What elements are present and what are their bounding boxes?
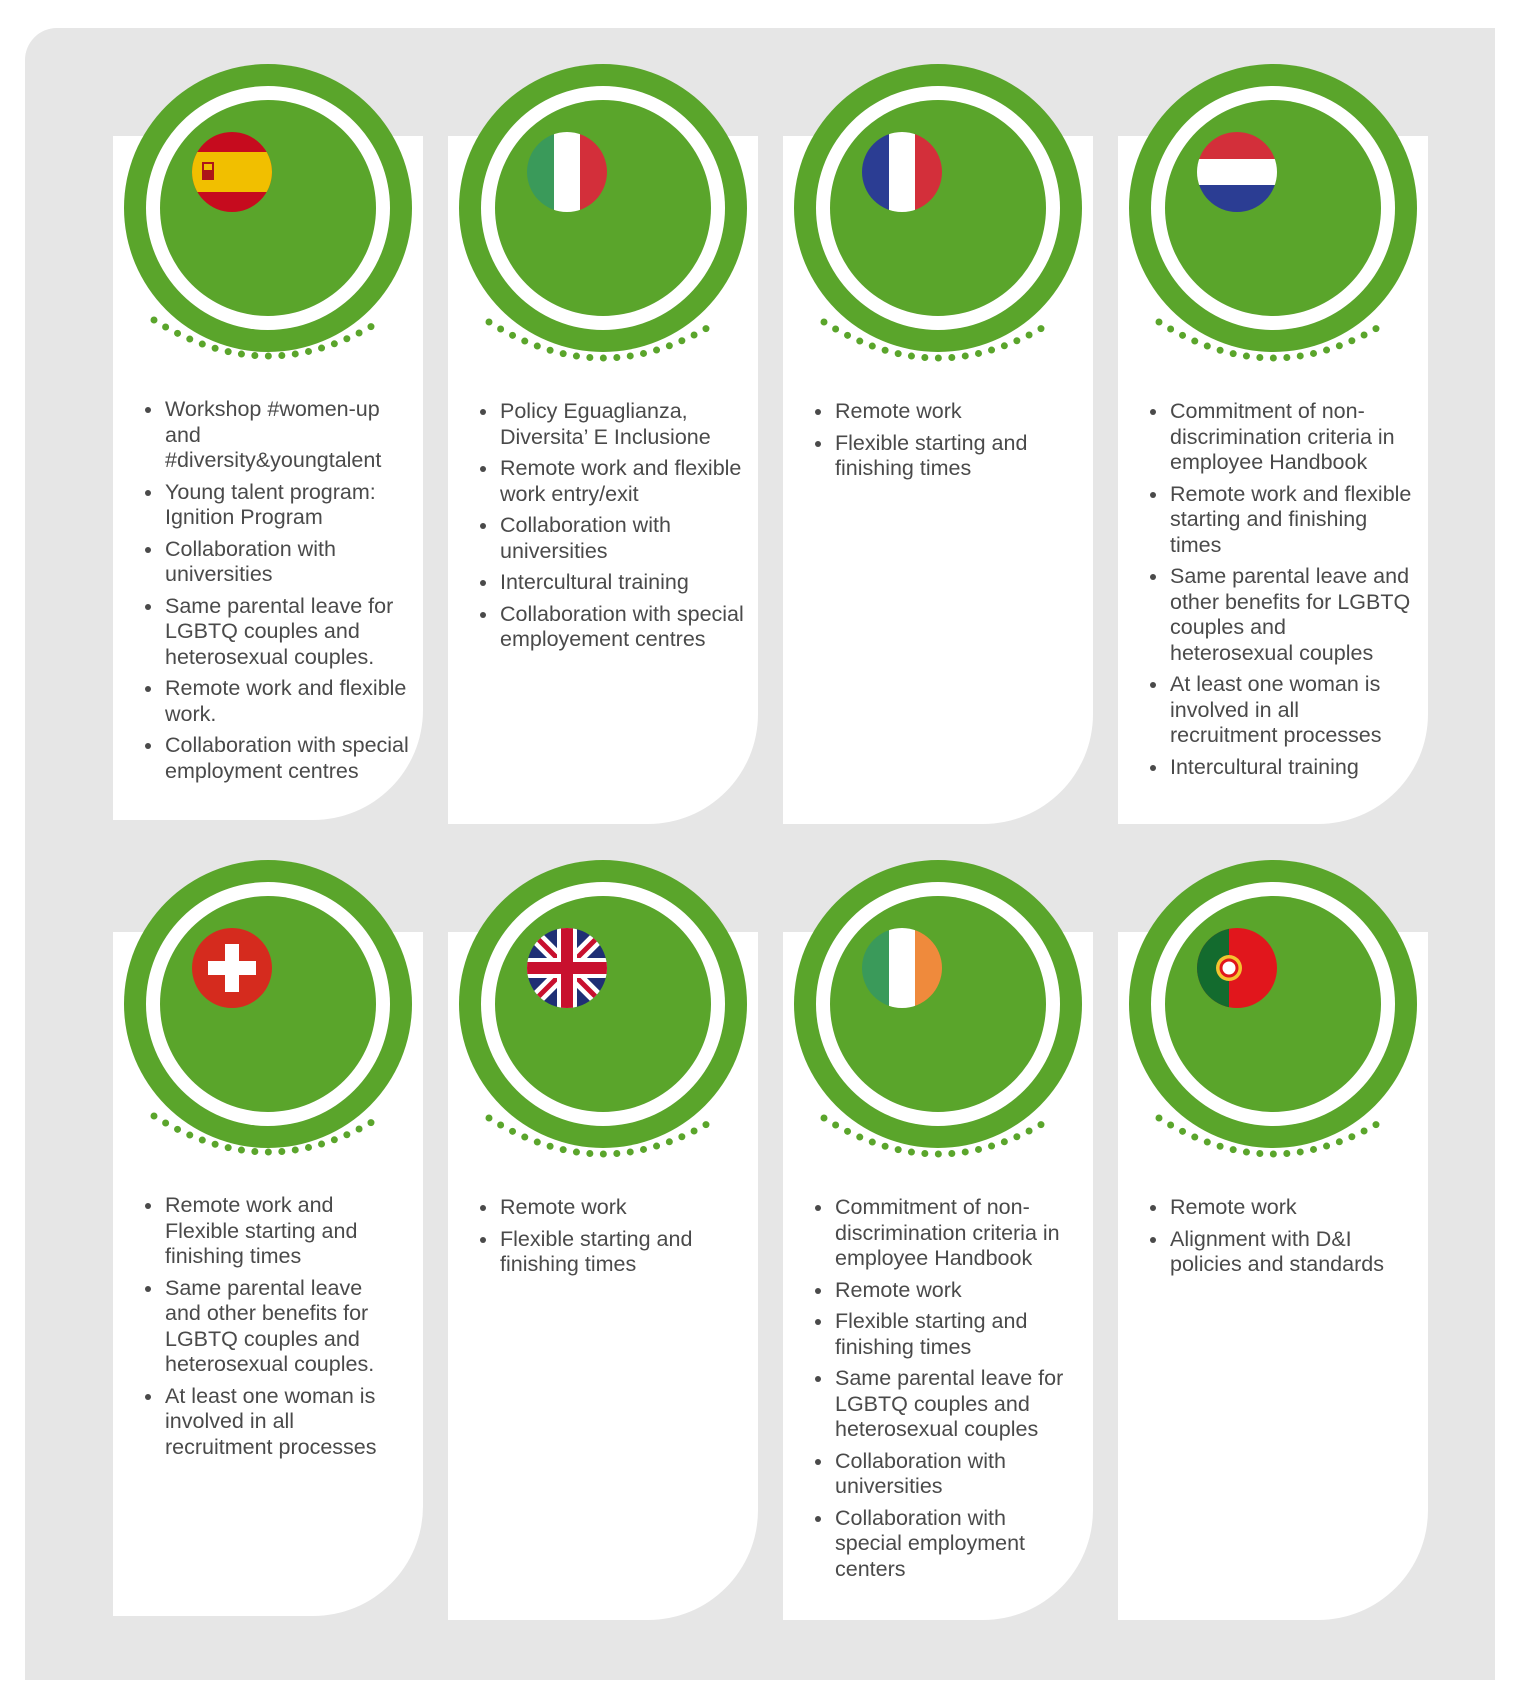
list-item: Remote work and Flexible starting and finishing times bbox=[145, 1193, 395, 1270]
list-item: Same parental leave and other benefits for LGBTQ couples and heterosexual couples bbox=[1150, 564, 1412, 666]
badge-spain bbox=[124, 64, 412, 352]
dotted-arc-portugal bbox=[1153, 1110, 1393, 1170]
list-item: Remote work bbox=[480, 1195, 720, 1221]
list-item: Collaboration with special employment centers bbox=[815, 1506, 1077, 1583]
list-item: Remote work and flexible starting and finishing times bbox=[1150, 482, 1412, 559]
list-item: Collaboration with universities bbox=[145, 537, 420, 588]
list-item: Flexible starting and finishing times bbox=[815, 1309, 1077, 1360]
badge-portugal bbox=[1129, 860, 1417, 1148]
initiatives-list-portugal bbox=[1150, 1195, 1408, 1284]
list-item: Collaboration with special employement centres bbox=[480, 602, 760, 653]
list-item: Same parental leave and other benefits for LGBTQ couples and heterosexual couples. bbox=[145, 1276, 395, 1378]
list-item: Collaboration with universities bbox=[480, 513, 760, 564]
italy-flag-icon bbox=[527, 132, 607, 212]
list-item: Remote work bbox=[1150, 1195, 1408, 1221]
list-item: Same parental leave for LGBTQ couples and heterosexual couples bbox=[815, 1366, 1077, 1443]
list-item: Commitment of non-discrimination criteria in employee Handbook bbox=[1150, 399, 1412, 476]
dotted-arc-france bbox=[818, 314, 1058, 374]
list-item: Policy Eguaglianza, Diversita’ E Inclusione bbox=[480, 399, 760, 450]
list-item: At least one woman is involved in all recruitment processes bbox=[1150, 672, 1412, 749]
badge-uk bbox=[459, 860, 747, 1148]
ireland-flag-icon bbox=[862, 928, 942, 1008]
list-item: Same parental leave for LGBTQ couples and heterosexual couples. bbox=[145, 594, 420, 671]
list-item: Workshop #women-up and #diversity&youngtalent bbox=[145, 397, 420, 474]
dotted-arc-italy bbox=[483, 314, 723, 374]
list-item: Commitment of non-discrimination criteria in employee Handbook bbox=[815, 1195, 1077, 1272]
badge-france bbox=[794, 64, 1082, 352]
netherlands-flag-icon bbox=[1197, 132, 1277, 212]
list-item: Collaboration with special employment centres bbox=[145, 733, 420, 784]
badge-netherlands bbox=[1129, 64, 1417, 352]
dotted-arc-switzerland bbox=[148, 1108, 388, 1168]
list-item: Collaboration with universities bbox=[815, 1449, 1077, 1500]
initiatives-list-spain bbox=[145, 397, 420, 790]
portugal-flag-icon bbox=[1197, 928, 1277, 1008]
list-item: Remote work bbox=[815, 1278, 1077, 1304]
dotted-arc-uk bbox=[483, 1110, 723, 1170]
dotted-arc-ireland bbox=[818, 1110, 1058, 1170]
list-item: Flexible starting and finishing times bbox=[815, 431, 1055, 482]
list-item: At least one woman is involved in all recruitment processes bbox=[145, 1384, 395, 1461]
initiatives-list-netherlands bbox=[1150, 399, 1412, 786]
list-item: Remote work bbox=[815, 399, 1055, 425]
initiatives-list-italy bbox=[480, 399, 760, 659]
list-item: Flexible starting and finishing times bbox=[480, 1227, 720, 1278]
initiatives-list-uk bbox=[480, 1195, 720, 1284]
dotted-arc-netherlands bbox=[1153, 314, 1393, 374]
spain-flag-icon bbox=[192, 132, 272, 212]
switzerland-flag-icon bbox=[192, 928, 272, 1008]
initiatives-list-france bbox=[815, 399, 1055, 488]
badge-italy bbox=[459, 64, 747, 352]
list-item: Alignment with D&I policies and standards bbox=[1150, 1227, 1408, 1278]
list-item: Young talent program: Ignition Program bbox=[145, 480, 420, 531]
list-item: Remote work and flexible work entry/exit bbox=[480, 456, 760, 507]
list-item: Intercultural training bbox=[480, 570, 760, 596]
badge-ireland bbox=[794, 860, 1082, 1148]
initiatives-list-ireland bbox=[815, 1195, 1077, 1588]
list-item: Intercultural training bbox=[1150, 755, 1412, 781]
dotted-arc-spain bbox=[148, 312, 388, 372]
initiatives-list-switzerland bbox=[145, 1193, 395, 1466]
france-flag-icon bbox=[862, 132, 942, 212]
badge-switzerland bbox=[124, 860, 412, 1148]
uk-flag-icon bbox=[527, 928, 607, 1008]
list-item: Remote work and flexible work. bbox=[145, 676, 420, 727]
